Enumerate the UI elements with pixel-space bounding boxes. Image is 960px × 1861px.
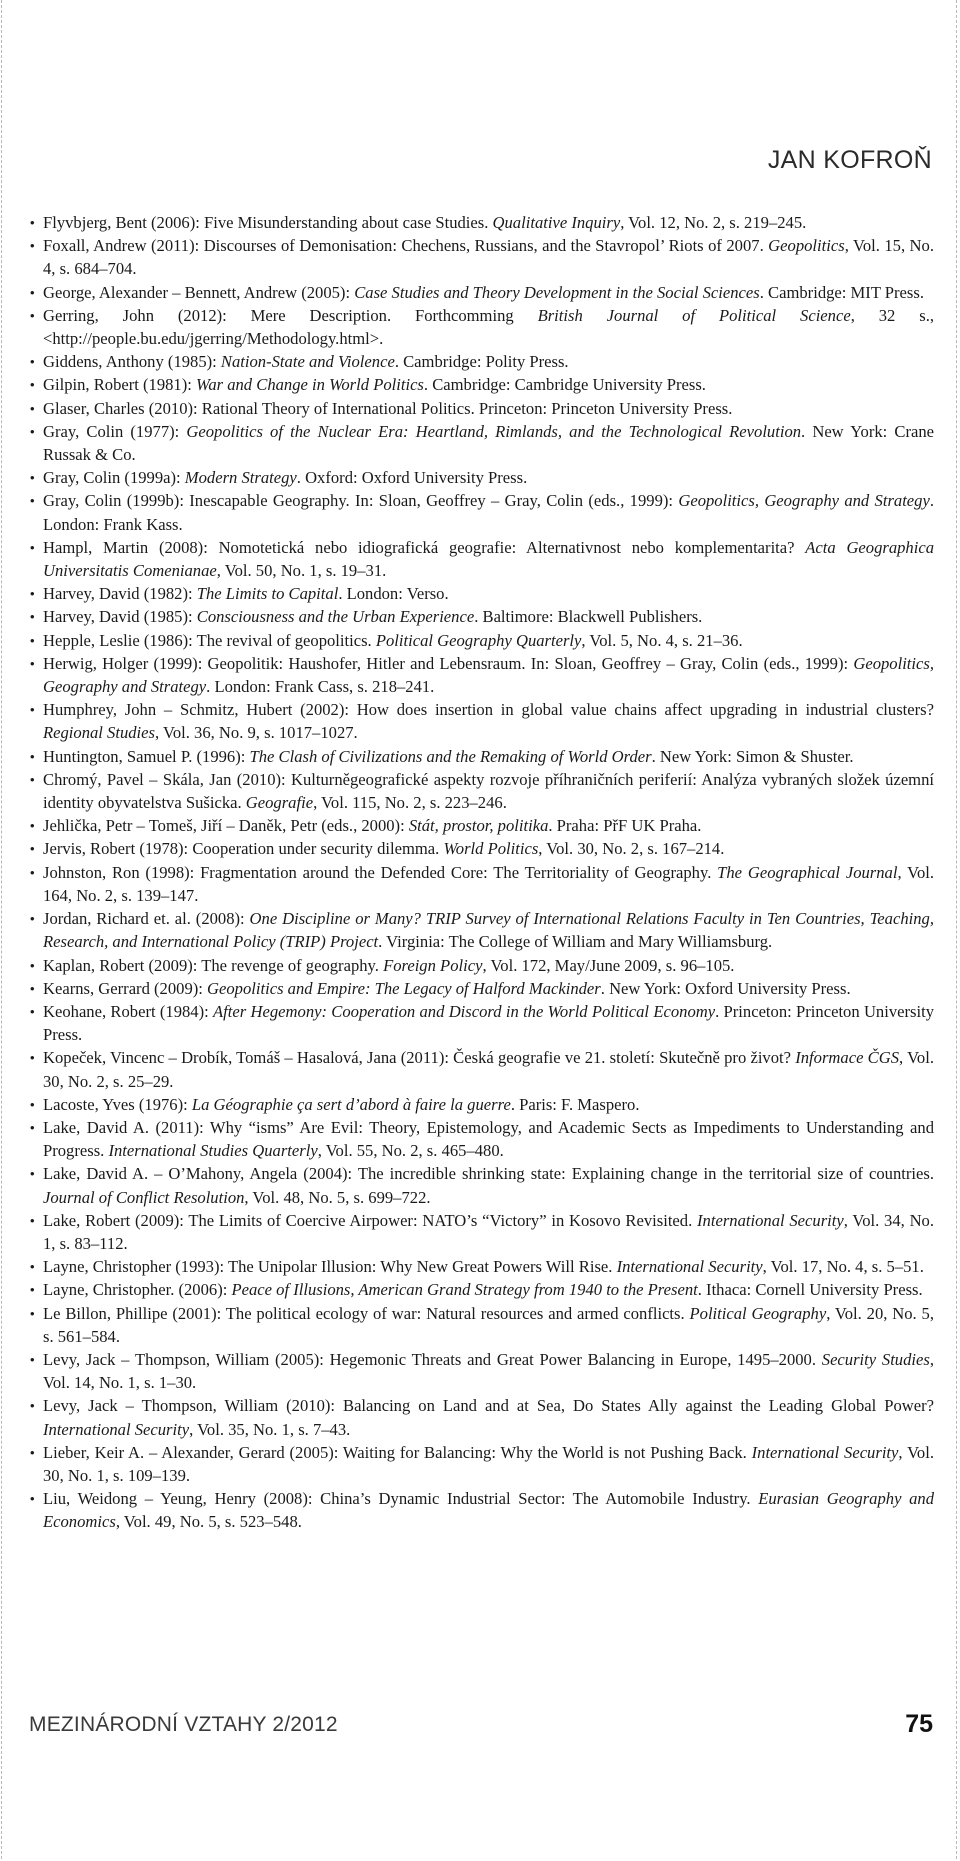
reference-item-levy-2005 (30, 1348, 934, 1394)
reference-item-johnston (30, 861, 934, 907)
bullet-icon: • (30, 377, 35, 393)
reference-text: Layne, Christopher (1993): The Unipolar Illusion: Why New Great Powers Will Rise. (43, 1257, 617, 1277)
reference-text: , Vol. 35, No. 1, s. 7–43. (189, 1419, 351, 1439)
reference-text: Johnston, Ron (1998): Fragmentation around the Defended Core: The Territoriality of Geography. (43, 862, 718, 882)
reference-title: La Géographie ça sert d’abord à faire la guerre (191, 1094, 511, 1114)
reference-title: Modern Strategy (184, 468, 297, 488)
bullet-icon: • (30, 1351, 35, 1367)
reference-title: Stát, prostor, politika (408, 816, 549, 836)
reference-text: Herwig, Holger (1999): Geopolitik: Haushofer, Hitler and Lebensraum. In: Sloan, Geoffrey – Gray, Colin (eds., 1999): (43, 653, 854, 673)
reference-item-liu (30, 1487, 934, 1533)
bullet-icon: • (30, 1096, 35, 1112)
reference-text: Flyvbjerg, Bent (2006): Five Misunderstanding about case Studies. (43, 213, 493, 232)
reference-item-chromy (30, 768, 934, 814)
reference-title: Peace of Illusions, American Grand Strategy from 1940 to the Present (231, 1280, 698, 1300)
reference-text: Gerring, John (2012): Mere Description. Forthcomming (43, 305, 538, 325)
reference-title: Informace ČGS (795, 1048, 900, 1068)
bullet-icon: • (30, 586, 35, 602)
reference-item-humphrey (30, 698, 934, 744)
reference-title: Geopolitics, Geography and Strategy (43, 653, 934, 697)
reference-text: , Vol. 55, No. 2, s. 465–480. (317, 1141, 504, 1161)
bullet-icon: • (30, 400, 35, 416)
reference-item-lake-2004 (30, 1162, 934, 1208)
reference-text: Harvey, David (1985): (43, 607, 197, 627)
reference-text: Kearns, Gerrard (2009): (43, 978, 208, 998)
reference-text: Lieber, Keir A. – Alexander, Gerard (2005): Waiting for Balancing: Why the World is not Pushing Back. (43, 1442, 752, 1462)
reference-text: , Vol. 115, No. 2, s. 223–246. (313, 793, 507, 813)
reference-text: . Paris: F. Maspero. (510, 1094, 640, 1114)
bullet-icon: • (30, 818, 35, 834)
reference-item-giddens (30, 350, 934, 373)
reference-title: International Security (751, 1442, 899, 1462)
reference-item-kaplan (30, 954, 934, 977)
reference-title: Eurasian Geography and Economics (43, 1489, 934, 1532)
bullet-icon: • (30, 1003, 35, 1019)
reference-title: Geopolitics of the Nuclear Era: Heartland, Rimlands, and the Technological Revolution (186, 421, 802, 441)
reference-text: Lake, David A. (2011): Why “isms” Are Evil: Theory, Epistemology, and Academic Sects as Impediments to Understanding and Progress. (43, 1117, 934, 1161)
reference-text: Kopeček, Vincenc – Drobík, Tomáš – Hasalová, Jana (2011): Česká geografie ve 21. století: Skutečně pro život? (43, 1048, 796, 1068)
reference-item-herwig (30, 652, 934, 698)
reference-item-harvey-1985 (30, 605, 934, 628)
reference-title: International Studies Quarterly (108, 1141, 318, 1161)
bullet-icon: • (30, 655, 35, 671)
bullet-icon: • (30, 957, 35, 973)
reference-text: Hampl, Martin (2008): Nomotetická nebo idiografická geografie: Alternativnost nebo komplementarita? (43, 537, 806, 557)
reference-title: Regional Studies (43, 723, 155, 743)
reference-title: After Hegemony: Cooperation and Discord in the World Political Economy (213, 1001, 716, 1021)
reference-text: , Vol. 164, No. 2, s. 139–147. (43, 862, 935, 905)
bullet-icon: • (30, 980, 35, 996)
reference-title: International Security (697, 1210, 844, 1230)
reference-text: , Vol. 15, No. 4, s. 684–704. (43, 236, 934, 279)
reference-text: , 32 s., <http://people.bu.edu/jgerring/Methodology.html>. (43, 305, 934, 349)
reference-text: Giddens, Anthony (1985): (43, 352, 221, 372)
reference-text: . Cambridge: MIT Press. (759, 282, 924, 302)
bullet-icon: • (30, 1491, 35, 1507)
bullet-icon: • (30, 771, 35, 787)
reference-text: , Vol. 50, No. 1, s. 19–31. (216, 561, 387, 581)
bullet-icon: • (30, 493, 35, 509)
reference-text: Le Billon, Phillipe (2001): The political ecology of war: Natural resources and armed conflicts. (43, 1303, 690, 1323)
page-number: 75 (905, 1710, 933, 1738)
reference-list (30, 211, 934, 1534)
reference-text: . Ithaca: Cornell University Press. (697, 1280, 923, 1300)
reference-text: Lake, Robert (2009): The Limits of Coercive Airpower: NATO’s “Victory” in Kosovo Revisited. (43, 1210, 698, 1230)
reference-title: Geopolitics (768, 236, 845, 256)
reference-text: , Vol. 34, No. 1, s. 83–112. (43, 1210, 934, 1253)
reference-text: Foxall, Andrew (2011): Discourses of Demonisation: Chechens, Russians, and the Stavropol’ Riots of 2007. (43, 236, 769, 256)
reference-title: The Geographical Journal (717, 862, 898, 882)
bullet-icon: • (30, 1305, 35, 1321)
reference-text: . London: Frank Kass. (43, 491, 934, 534)
reference-text: Harvey, David (1982): (43, 584, 197, 604)
reference-item-kearns (30, 977, 934, 1000)
bullet-icon: • (30, 702, 35, 718)
reference-item-hampl (30, 536, 934, 582)
bullet-icon: • (30, 632, 35, 648)
bullet-icon: • (30, 748, 35, 764)
reference-title: International Security (43, 1419, 190, 1439)
reference-text: Glaser, Charles (2010): Rational Theory of International Politics. Princeton: Princeton University Press. (43, 398, 733, 418)
reference-title: Security Studies (821, 1349, 930, 1369)
reference-text: Lake, David A. – O’Mahony, Angela (2004): The incredible shrinking state: Explaining change in the territorial size of countries. (43, 1164, 934, 1184)
reference-text: . Praha: PřF UK Praha. (548, 816, 702, 836)
reference-item-harvey-1982 (30, 582, 934, 605)
reference-text: Jervis, Robert (1978): Cooperation under security dilemma. (43, 839, 444, 859)
reference-text: . Oxford: Oxford University Press. (296, 468, 528, 488)
reference-item-layne-2006 (30, 1278, 934, 1301)
reference-text: . Cambridge: Cambridge University Press. (423, 375, 706, 395)
reference-title: International Security (616, 1257, 763, 1277)
reference-title: Political Geography Quarterly (375, 630, 582, 650)
reference-title: British Journal of Political Science (537, 305, 851, 325)
bullet-icon: • (30, 841, 35, 857)
reference-item-lieber (30, 1441, 934, 1487)
bullet-icon: • (30, 1050, 35, 1066)
reference-item-gray-1977 (30, 420, 934, 466)
reference-title: World Politics (443, 839, 539, 859)
bullet-icon: • (30, 1119, 35, 1135)
bullet-icon: • (30, 215, 35, 230)
bullet-icon: • (30, 1166, 35, 1182)
reference-text: , Vol. 48, No. 5, s. 699–722. (244, 1187, 431, 1207)
reference-title: Case Studies and Theory Development in the Social Sciences (354, 282, 760, 302)
reference-text: Keohane, Robert (1984): (43, 1001, 214, 1021)
reference-text: Gray, Colin (1999b): Inescapable Geography. In: Sloan, Geoffrey – Gray, Colin (eds., 1999): (43, 491, 679, 511)
reference-text: Gray, Colin (1977): (43, 421, 187, 441)
reference-item-glaser (30, 397, 934, 420)
reference-title: The Limits to Capital (196, 584, 339, 604)
reference-title: Consciousness and the Urban Experience (196, 607, 475, 627)
reference-item-lake-robert (30, 1209, 934, 1255)
reference-title: Nation-State and Violence (220, 352, 395, 372)
reference-title: Geopolitics, Geography and Strategy (678, 491, 930, 511)
bullet-icon: • (30, 1398, 35, 1414)
reference-text: Gray, Colin (1999a): (43, 468, 185, 488)
reference-text: , Vol. 49, No. 5, s. 523–548. (115, 1512, 302, 1532)
reference-item-kopecek (30, 1046, 934, 1092)
reference-text: , Vol. 17, No. 4, s. 5–51. (762, 1257, 924, 1277)
bullet-icon: • (30, 911, 35, 927)
reference-item-flyvbjerg (30, 211, 934, 234)
reference-text: . London: Verso. (338, 584, 449, 604)
reference-title: Foreign Policy (383, 955, 483, 975)
reference-item-layne-1993 (30, 1255, 934, 1278)
reference-text: Huntington, Samuel P. (1996): (43, 746, 250, 766)
reference-text: , Vol. 172, May/June 2009, s. 96–105. (482, 955, 735, 975)
reference-item-gray-1999a (30, 466, 934, 489)
reference-text: . Princeton: Princeton University Press. (43, 1001, 935, 1045)
running-head-author: JAN KOFROŇ (767, 146, 932, 174)
reference-text: George, Alexander – Bennett, Andrew (2005): (43, 282, 355, 302)
reference-text: . New York: Crane Russak & Co. (43, 421, 935, 465)
reference-item-jervis (30, 837, 934, 860)
reference-title: Qualitative Inquiry (492, 213, 621, 232)
reference-item-lake-2011 (30, 1116, 934, 1162)
bullet-icon: • (30, 470, 35, 486)
bullet-icon: • (30, 1259, 35, 1275)
reference-item-levy-2010 (30, 1394, 934, 1440)
reference-text: Liu, Weidong – Yeung, Henry (2008): China’s Dynamic Industrial Sector: The Automobile Industry. (43, 1489, 759, 1509)
reference-item-lebillon (30, 1302, 934, 1348)
reference-text: , Vol. 30, No. 1, s. 109–139. (43, 1442, 934, 1485)
reference-item-jehlicka (30, 814, 934, 837)
bullet-icon: • (30, 307, 35, 323)
footer-journal-issue: MEZINÁRODNÍ VZTAHY 2/2012 (29, 1713, 338, 1736)
reference-text: . Virginia: The College of William and Mary Williamsburg. (378, 932, 773, 952)
reference-text: Levy, Jack – Thompson, William (2005): Hegemonic Threats and Great Power Balancing in Europe, 1495–2000. (43, 1349, 822, 1369)
reference-item-lacoste (30, 1093, 934, 1116)
reference-text: Chromý, Pavel – Skála, Jan (2010): Kulturněgeografické aspekty rozvoje příhraničních periferií: Analýza vybraných složek územní identity obyvatelstva Sušicka. (43, 769, 934, 813)
reference-item-hepple (30, 629, 934, 652)
reference-item-gilpin (30, 373, 934, 396)
reference-item-keohane (30, 1000, 934, 1046)
reference-title: Political Geography (689, 1303, 827, 1323)
reference-text: . Baltimore: Blackwell Publishers. (474, 607, 703, 627)
reference-item-jordan (30, 907, 934, 953)
reference-text: . New York: Simon & Shuster. (651, 746, 854, 766)
reference-title: Acta Geographica Universitatis Comenianae (43, 537, 935, 581)
bullet-icon: • (30, 423, 35, 439)
bullet-icon: • (30, 1282, 35, 1298)
reference-text: Layne, Christopher. (2006): (43, 1280, 232, 1300)
reference-item-george (30, 281, 934, 304)
reference-text: Levy, Jack – Thompson, William (2010): Balancing on Land and at Sea, Do States Ally against the Leading Global Power? (43, 1396, 934, 1416)
reference-text: Kaplan, Robert (2009): The revenge of geography. (43, 955, 384, 975)
bullet-icon: • (30, 539, 35, 555)
reference-text: . New York: Oxford University Press. (600, 978, 851, 998)
reference-title: One Discipline or Many? TRIP Survey of International Relations Faculty in Ten Countries, Teaching, Research, and International Policy (TRIP) Project (43, 909, 934, 952)
reference-title: War and Change in World Politics (196, 375, 424, 395)
reference-text: , Vol. 14, No. 1, s. 1–30. (43, 1349, 934, 1393)
reference-text: , Vol. 12, No. 2, s. 219–245. (620, 213, 807, 232)
bullet-icon: • (30, 1212, 35, 1228)
reference-text: Hepple, Leslie (1986): The revival of geopolitics. (43, 630, 376, 650)
reference-text: . London: Frank Cass, s. 218–241. (206, 677, 435, 697)
bullet-icon: • (30, 864, 35, 880)
reference-text: Jordan, Richard et. al. (2008): (43, 909, 250, 929)
reference-text: Jehlička, Petr – Tomeš, Jiří – Daněk, Petr (eds., 2000): (43, 816, 409, 836)
reference-text: Humphrey, John – Schmitz, Hubert (2002): How does insertion in global value chains affect upgrading in industrial clusters? (43, 700, 934, 720)
reference-text: , Vol. 20, No. 5, s. 561–584. (43, 1303, 934, 1346)
reference-text: Lacoste, Yves (1976): (43, 1094, 192, 1114)
reference-item-huntington (30, 745, 934, 768)
reference-title: Geopolitics and Empire: The Legacy of Halford Mackinder (207, 978, 601, 998)
bullet-icon: • (30, 284, 35, 300)
bullet-icon: • (30, 1444, 35, 1460)
reference-title: Geografie (245, 793, 314, 813)
reference-item-gray-1999b (30, 489, 934, 535)
reference-item-foxall (30, 234, 934, 280)
reference-text: , Vol. 5, No. 4, s. 21–36. (581, 630, 743, 650)
reference-title: Journal of Conflict Resolution (43, 1187, 245, 1207)
reference-text: , Vol. 30, No. 2, s. 167–214. (538, 839, 725, 859)
reference-text: , Vol. 30, No. 2, s. 25–29. (43, 1048, 934, 1091)
reference-item-gerring (30, 304, 934, 350)
reference-text: , Vol. 36, No. 9, s. 1017–1027. (155, 723, 358, 743)
reference-text: . Cambridge: Polity Press. (394, 352, 569, 372)
bullet-icon: • (30, 609, 35, 625)
reference-text: Gilpin, Robert (1981): (43, 375, 197, 395)
bullet-icon: • (30, 238, 35, 254)
reference-title: The Clash of Civilizations and the Remaking of World Order (249, 746, 652, 766)
bullet-icon: • (30, 354, 35, 370)
